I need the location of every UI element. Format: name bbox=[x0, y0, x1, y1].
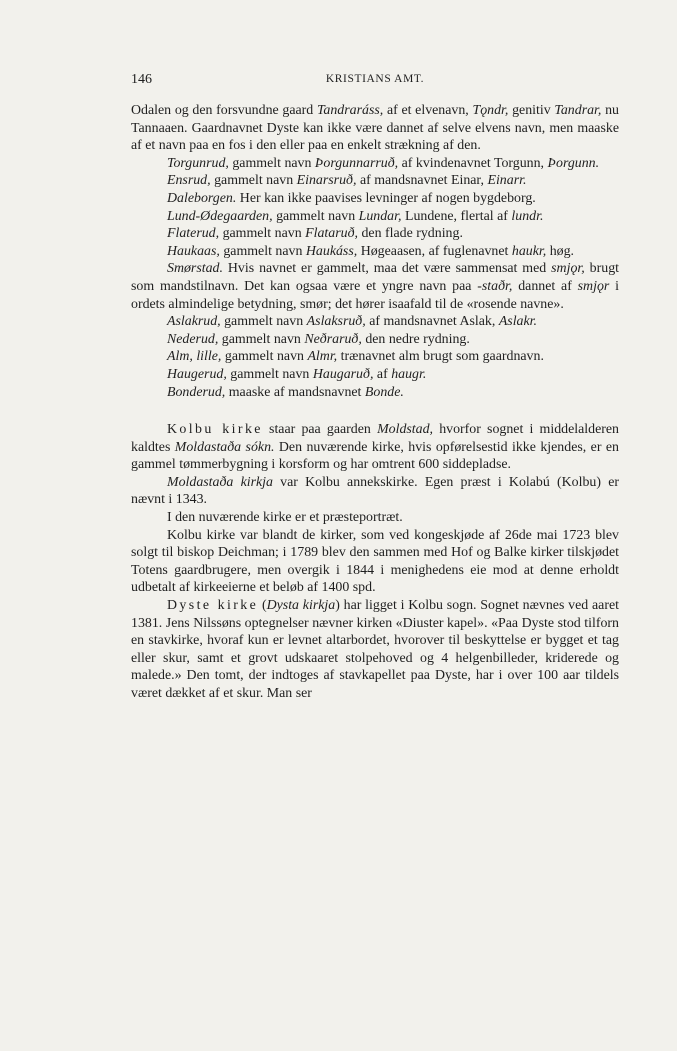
text-run: gammelt navn bbox=[219, 226, 306, 242]
italic-term: Haugaruð, bbox=[312, 366, 374, 382]
italic-term: smjǫr bbox=[577, 278, 610, 294]
entry-name: Haugerud, bbox=[167, 366, 227, 382]
entry-alm-lille bbox=[131, 348, 619, 366]
text-run: af mandsnavnet Aslak, bbox=[365, 314, 499, 330]
italic-term: Þorgunnarruð, bbox=[314, 155, 399, 171]
text-run: gammelt navn bbox=[218, 331, 305, 347]
text-run: hvorfor sognet i middelalderen kaldtes bbox=[131, 422, 619, 455]
entry-name: Daleborgen. bbox=[167, 190, 237, 206]
text-run: gammelt navn bbox=[210, 173, 297, 189]
entry-name: Smørstad. bbox=[167, 261, 223, 277]
entry-name: Alm, lille, bbox=[167, 349, 222, 365]
italic-term: Tandrar, bbox=[554, 103, 602, 118]
text-run: af bbox=[373, 366, 392, 382]
italic-term: Lundar, bbox=[358, 208, 402, 224]
italic-term: -staðr, bbox=[477, 278, 513, 294]
italic-term: Aslaksruð, bbox=[306, 314, 366, 330]
entry-name: Aslakrud, bbox=[167, 314, 221, 330]
entry-haukaas bbox=[131, 243, 619, 261]
text-run: den flade rydning. bbox=[358, 226, 463, 242]
entry-nederud bbox=[131, 331, 619, 349]
entry-name: Lund-Ødegaarden, bbox=[167, 208, 273, 224]
italic-term: haugr. bbox=[391, 366, 427, 382]
italic-term: smjǫr, bbox=[551, 261, 585, 277]
italic-term: Þorgunn. bbox=[547, 155, 600, 171]
entry-name: Nederud, bbox=[167, 331, 219, 347]
text-run: Kolbu kirke var blandt de kirker, som ved kongeskjøde af 26de mai 1723 blev solgt til biskop Deichman; i 1789 blev den sammen med Hof og Balke kirker tilskjødet Totens gaardbrugere, men overgik i 1844 i menighedens eie mod at denne erholdt udbetalt af kirkeeierne et beløb af 1400 spd. bbox=[131, 527, 619, 596]
italic-term: Tandraráss, bbox=[316, 103, 384, 118]
italic-term: Bonde. bbox=[364, 384, 404, 400]
italic-term: haukr, bbox=[511, 243, 547, 259]
entry-torgunrud bbox=[131, 155, 619, 173]
entry-name: Ensrud, bbox=[167, 173, 211, 189]
text-run: gammelt navn bbox=[226, 366, 313, 382]
paragraph-praesteportraet bbox=[131, 509, 619, 527]
text-run: nu Tannaaen. Gaardnavnet Dyste kan ikke være dannet af selve elvens navn, men maaske af et navn paa en fos i den eller paa en enkelt strækning af den. bbox=[131, 103, 619, 154]
text-run: I den nuværende kirke er et præsteportræt. bbox=[167, 510, 403, 526]
text-run: i ordets almindelige betydning, smør; det hører isaafald til de «rosende navne». bbox=[131, 278, 619, 312]
page-header bbox=[131, 72, 619, 92]
paragraph-tandraross bbox=[131, 102, 619, 155]
text-run: af mandsnavnet Einar, bbox=[356, 173, 488, 189]
body-text bbox=[131, 102, 619, 703]
text-run: Her kan ikke paavises levninger af nogen bygdeborg. bbox=[236, 190, 536, 206]
text-run: maaske af mandsnavnet bbox=[225, 384, 365, 400]
text-run: gammelt navn bbox=[220, 314, 307, 330]
italic-term: Moldstad, bbox=[377, 422, 434, 438]
page-number: 146 bbox=[131, 72, 152, 87]
italic-term: Moldastaða sókn. bbox=[174, 439, 275, 455]
text-run: Odalen og den forsvundne gaard bbox=[131, 103, 317, 118]
entry-lund-odegaarden bbox=[131, 208, 619, 226]
italic-term: Einarsruð, bbox=[296, 173, 357, 189]
text-run: ( bbox=[258, 598, 267, 614]
entry-name: Flaterud, bbox=[167, 226, 220, 242]
paragraph-kolbu-kirke bbox=[131, 421, 619, 474]
entry-ensrud bbox=[131, 172, 619, 190]
italic-term: Moldastaða kirkja bbox=[167, 474, 273, 490]
text-run: høg. bbox=[546, 243, 574, 259]
italic-term: Haukáss, bbox=[305, 243, 358, 259]
text-run: gammelt navn bbox=[272, 208, 359, 224]
spaced-heading: Kolbu kirke bbox=[167, 422, 263, 438]
text-run: dannet af bbox=[512, 278, 578, 294]
entry-name: Bonderud, bbox=[167, 384, 226, 400]
italic-term: Tǫndr, bbox=[472, 103, 509, 118]
italic-term: Einarr. bbox=[487, 173, 527, 189]
entry-haugerud bbox=[131, 366, 619, 384]
entry-name: Torgunrud, bbox=[167, 155, 229, 171]
paragraph-moldastada-kirkja bbox=[131, 474, 619, 509]
italic-term: lundr. bbox=[511, 208, 544, 224]
text-run: den nedre rydning. bbox=[361, 331, 470, 347]
text-run: var Kolbu annekskirke. Egen præst i Kolabú (Kolbu) er nævnt i 1343. bbox=[131, 474, 619, 508]
text-run: Lundene, flertal af bbox=[401, 208, 512, 224]
running-title: KRISTIANS AMT. bbox=[325, 73, 425, 85]
paragraph-kongeskjode bbox=[131, 527, 619, 597]
paragraph-dyste-kirke bbox=[131, 597, 619, 703]
italic-term: Neðraruð, bbox=[304, 331, 362, 347]
text-run: gammelt navn bbox=[221, 349, 308, 365]
entry-name: Haukaas, bbox=[167, 243, 220, 259]
text-run: brugt som mandstilnavn. Det kan ogsaa være et yngre navn paa bbox=[131, 261, 620, 294]
text-run: ) har ligget i Kolbu sogn. Sognet nævnes ved aaret 1381. Jens Nilssøns optegnelser nævner kirken «Diuster kapel». «Paa Dyste stod tilforn en stavkirke, hvoraf kun er levnet altarbordet, hvorover til beskyttelse er bygget et tag eller skur, samt et grovt udskaaret stolpehoved og 4 helgenbilleder, kriderede og malede.» Den tomt, der indtoges af stavkapellet paa Dyste, har i over 100 aar tildels været dækket af et skur. Man ser bbox=[131, 598, 619, 701]
text-run: Hvis navnet er gammelt, maa det være sammensat med bbox=[222, 261, 552, 277]
entry-flaterud bbox=[131, 225, 619, 243]
entry-daleborgen bbox=[131, 190, 619, 208]
text-run: staar paa gaarden bbox=[262, 422, 378, 438]
text-run: Den nuværende kirke, hvis opførelsestid ikke kjendes, er en gammel tømmerbygning i korsform og har omtrent 600 siddepladse. bbox=[131, 439, 619, 473]
italic-term: Aslakr. bbox=[498, 314, 538, 330]
text-run: Høgeaasen, af fuglenavnet bbox=[357, 243, 512, 259]
text-run: gammelt navn bbox=[219, 243, 306, 259]
entry-bonderud bbox=[131, 384, 619, 402]
text-run: gammelt navn bbox=[228, 155, 315, 171]
text-run: af et elvenavn, bbox=[383, 103, 473, 118]
italic-term: Almr, bbox=[307, 349, 338, 365]
spaced-heading: Dyste kirke bbox=[167, 598, 259, 614]
italic-term: Dysta kirkja bbox=[266, 598, 336, 614]
entry-smorstad bbox=[131, 260, 619, 313]
entry-aslakrud bbox=[131, 313, 619, 331]
text-run: genitiv bbox=[508, 103, 555, 118]
text-run: af kvindenavnet Torgunn, bbox=[398, 155, 548, 171]
text-run: trænavnet alm brugt som gaardnavn. bbox=[337, 349, 544, 365]
italic-term: Flataruð, bbox=[305, 226, 358, 242]
